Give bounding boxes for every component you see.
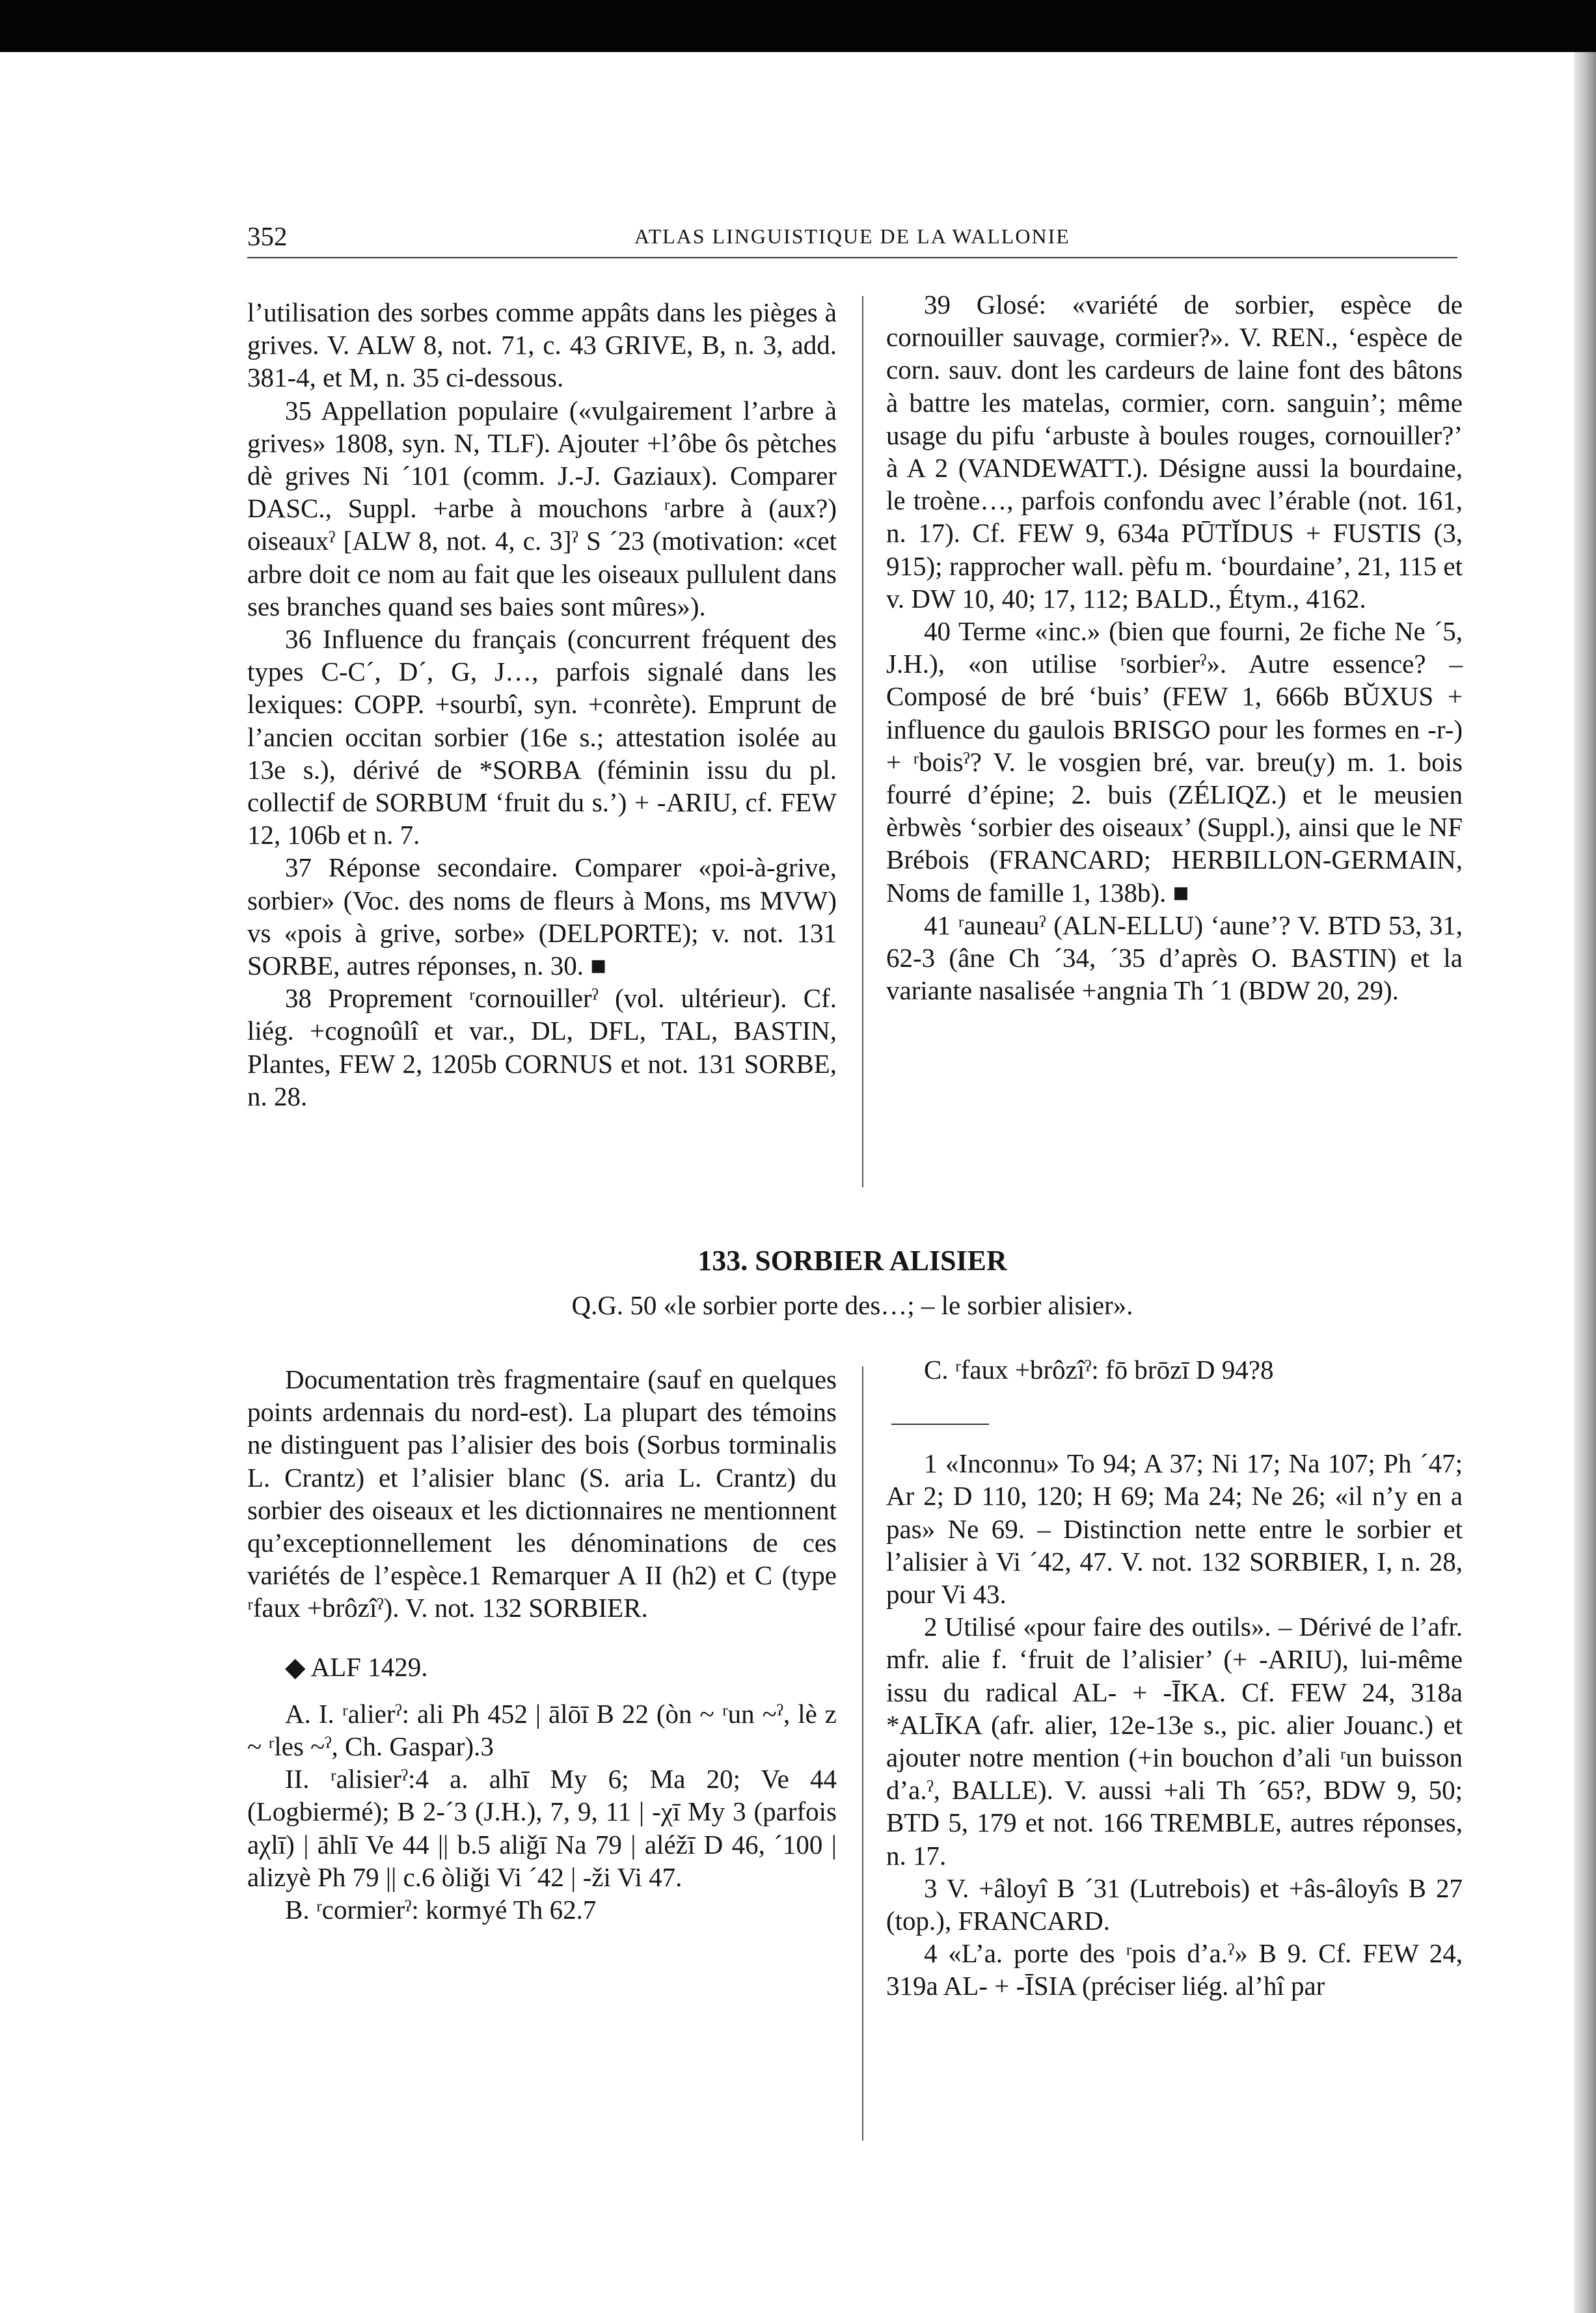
- entry-type-a-ii: II. ʳalisierˀ:4 a. alhī My 6; Ma 20; Ve 44 (Logbiermé); B 2-´3 (J.H.), 7, 9, 11 | -χī My 3 (parfois aχlī) | āhlī Ve 44 || b.5 aliǧī Na 79 | aléžī D 46, ´100 | alizyè Ph 79 || c.6 òliǧi Vi ´42 | -ži Vi 47.: [247, 1764, 837, 1892]
- notes-top-left-column: [247, 296, 837, 1113]
- footnote-37: 37 Réponse secondaire. Comparer «poi-à-grive, sorbier» (Voc. des noms de fleurs à Mons, ms MVW) vs «pois à grive, sorbe» (DELPORTE); v. not. 131 SORBE, autres réponses, n. 30. ■: [247, 852, 837, 981]
- entry-type-a-i: A. I. ʳalierˀ: ali Ph 452 | ālōī B 22 (òn ~ ʳun ~ˀ, lè z ~ ʳles ~ˀ, Ch. Gaspar).3: [247, 1698, 837, 1762]
- footnote-38: 38 Proprement ʳcornouillerˀ (vol. ultérieur). Cf. liég. +cognoûlî et var., DL, DFL, TAL, BASTIN, Plantes, FEW 2, 1205b CORNUS et not. 131 SORBE, n. 28.: [247, 983, 837, 1111]
- footnote-separator: [891, 1424, 989, 1425]
- entry-type-c: C. ʳfaux +brôzîˀ: fō brōzī D 94?8: [924, 1355, 1274, 1385]
- entry-intro: Documentation très fragmentaire (sauf en quelques points ardennais du nord-est). La plupart des témoins ne distinguent pas l’alisier des bois (Sorbus torminalis L. Crantz) et l’alisier blanc (S. aria L. Crantz) du sorbier des oiseaux et les dictionnaires ne mentionnent qu’exceptionnellement les dénominations de ces variétés de l’espèce.1 Remarquer A II (h2) et C (type ʳfaux +brôzîˀ). V. not. 132 SORBIER.: [247, 1364, 837, 1623]
- footnote-36: 36 Influence du français (concurrent fréquent des types C-C´, D´, G, J…, parfois signalé dans les lexiques: COPP. +sourbî, syn. +conrète). Emprunt de l’ancien occitan sorbier (16e s.; attestation isolée au 13e s.), dérivé de *SORBA (féminin issu du pl. collectif de SORBUM ‘fruit du s.’) + -ARIU, cf. FEW 12, 106b et n. 7.: [247, 624, 837, 850]
- running-title: ATLAS LINGUISTIQUE DE LA WALLONIE: [634, 224, 1070, 248]
- column-divider: [862, 1366, 863, 2141]
- footnote-39: 39 Glosé: «variété de sorbier, espèce de cornouiller sauvage, cormier?». V. REN., ‘espèce de corn. sauv. dont les cardeurs de laine font des bâtons à battre les matelas, cormier, corn. sanguin’; même usage du pifu ‘arbuste à boules rouges, cornouiller?’ à A 2 (VANDEWATT.). Désigne aussi la bourdaine, le troène…, parfois confondu avec l’érable (not. 161, n. 17). Cf. FEW 9, 634a PŪTĬDUS + FUSTIS (3, 915); rapprocher wall. pèfu m. ‘bourdaine’, 21, 115 et v. DW 10, 40; 17, 112; BALD., Étym., 4162.: [886, 290, 1463, 614]
- scan-top-border: [0, 0, 1596, 52]
- entry-type-b: B. ʳcormierˀ: kormyé Th 62.7: [285, 1895, 597, 1925]
- footnote-41: 41 ʳauneauˀ (ALN-ELLU) ‘aune’? V. BTD 53, 31, 62-3 (âne Ch ´34, ´35 d’après O. BASTIN) et la variante nasalisée +angnia Th ´1 (BDW 20, 29).: [886, 910, 1463, 1006]
- entry-left-column: [247, 1363, 837, 1926]
- note-paragraph: l’utilisation des sorbes comme appâts dans les pièges à grives. V. ALW 8, not. 71, c. 43 GRIVE, B, n. 3, add. 381-4, et M, n. 35 ci-dessous.: [247, 297, 837, 393]
- scan-page-edge: [1574, 52, 1596, 2313]
- page-header: [247, 218, 1457, 258]
- section-title: 133. SORBIER ALISIER: [697, 1245, 1007, 1277]
- alf-reference: ◆ ALF 1429.: [285, 1651, 428, 1682]
- footnote-4: 4 «L’a. porte des ʳpois d’a.ˀ» B 9. Cf. FEW 24, 319a AL- + -ĪSIA (préciser liég. al’hî par: [886, 1938, 1463, 2001]
- footnote-35: 35 Appellation populaire («vulgairement l’arbre à grives» 1808, syn. N, TLF). Ajouter +l’ôbe ôs pètches dè grives Ni ´101 (comm. J.-J. Gaziaux). Comparer DASC., Suppl. +arbe à mouchons ʳarbre à (aux?) oiseauxˀ [ALW 8, not. 4, c. 3]ˀ S ´23 (motivation: «cet arbre doit ce nom au fait que les oiseaux pullulent dans ses branches quand ses baies sont mûres»).: [247, 395, 837, 621]
- notes-top-right-column: [886, 288, 1463, 1007]
- entry-right-column: [886, 1353, 1463, 2003]
- column-divider: [862, 296, 863, 1187]
- questionnaire-line: Q.G. 50 «le sorbier porte des…; – le sorbier alisier».: [571, 1290, 1133, 1320]
- footnote-2: 2 Utilisé «pour faire des outils». – Dérivé de l’afr. mfr. alie f. ‘fruit de l’alisier’ (+ -ARIU), lui-même issu du radical AL- + -ĪKA. Cf. FEW 24, 318a *ALĪKA (afr. alier, 12e-13e s., pic. alier Jouanc.) et ajouter notre mention (+in bouchon d’ali ʳun buisson d’a.ˀ, BALLE). V. aussi +ali Th ´65?, BDW 9, 50; BTD 5, 179 et not. 166 TREMBLE, autres réponses, n. 17.: [886, 1612, 1463, 1871]
- footnote-1: 1 «Inconnu» To 94; A 37; Ni 17; Na 107; Ph ´47; Ar 2; D 110, 120; H 69; Ma 24; Ne 26; «il n’y en a pas» Ne 69. – Distinction nette entre le sorbier et l’alisier à Vi ´42, 47. V. not. 132 SORBIER, I, n. 28, pour Vi 43.: [886, 1448, 1463, 1610]
- footnote-40: 40 Terme «inc.» (bien que fourni, 2e fiche Ne ´5, J.H.), «on utilise ʳsorbierˀ». Autre essence? – Composé de bré ‘buis’ (FEW 1, 666b BŬXUS + influence du gaulois BRISGO pour les formes en -r-) + ʳboisˀ? V. le vosgien bré, var. breu(y) m. 1. bois fourré d’épine; 2. buis (ZÉLIQZ.) et le meusien èrbwès ‘sorbier des oiseaux’ (Suppl.), ainsi que le NF Brébois (FRANCARD; HERBILLON-GERMAIN, Noms de famille 1, 138b). ■: [886, 616, 1463, 908]
- footnote-3: 3 V. +âloyî B ´31 (Lutrebois) et +âs-âloyîs B 27 (top.), FRANCARD.: [886, 1873, 1463, 1936]
- page-number: 352: [247, 221, 288, 251]
